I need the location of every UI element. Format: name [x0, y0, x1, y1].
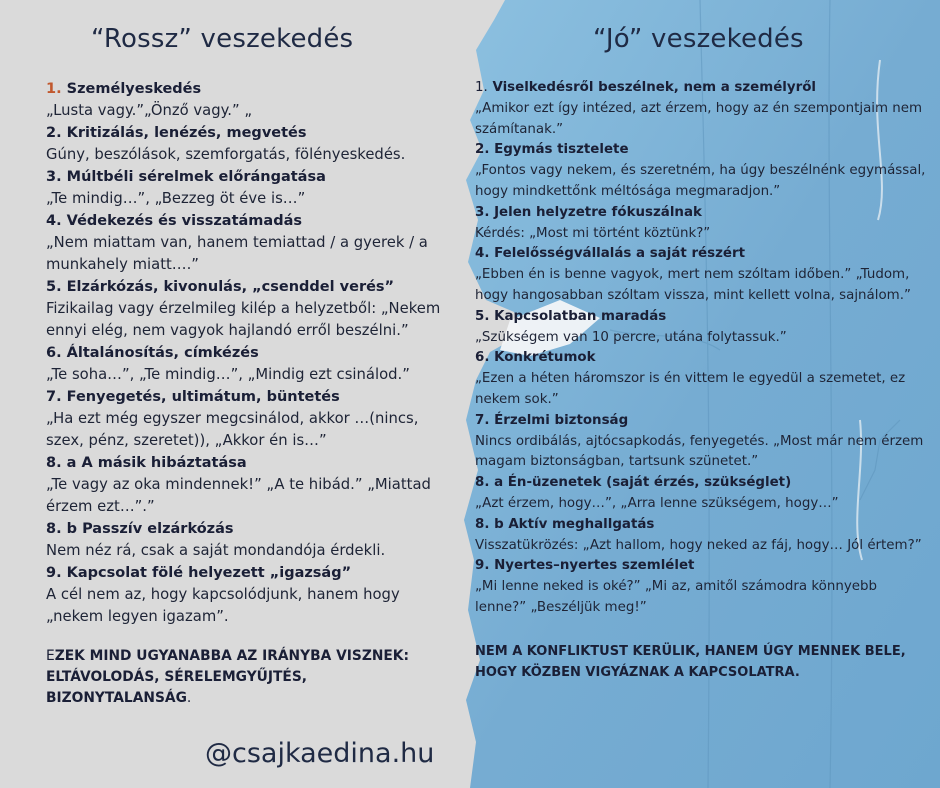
list-item — [475, 78, 930, 140]
item-title: 9. Nyertes–nyertes szemlélet — [475, 558, 695, 574]
list-item — [475, 515, 930, 557]
item-body: „Te mindig…”, „Bezzeg öt éve is…” — [46, 190, 306, 207]
item-body: A cél nem az, hogy kapcsolódjunk, hanem hogy „nekem legyen igazam”. — [46, 586, 400, 625]
item-body: „Azt érzem, hogy…”, „Arra lenne szükségem, hogy…” — [475, 495, 839, 511]
list-item — [46, 276, 454, 342]
list-item — [475, 307, 930, 349]
list-item — [475, 348, 930, 410]
left-closing-statement: EZEK MIND UGYANABBA AZ IRÁNYBA VISZNEK: ELTÁVOLODÁS, SÉRELEMGYŰJTÉS, BIZONYTALANSÁG. — [46, 648, 410, 706]
item-body: „Ezen a héten háromszor is én vittem le egyedül a szemetet, ez nekem sok.” — [475, 371, 906, 407]
item-body: Kérdés: „Most mi történt köztünk?” — [475, 225, 711, 241]
right-heading: “Jó” veszekedés — [593, 24, 804, 54]
list-item — [46, 518, 454, 562]
item-body: „Mi lenne neked is oké?” „Mi az, amitől számodra könnyebb lenne?” „Beszéljük meg!” — [475, 579, 877, 615]
list-item — [475, 140, 930, 202]
item-title: 8. a Én-üzenetek (saját érzés, szükséglet) — [475, 475, 792, 491]
list-item — [475, 411, 930, 473]
item-body: Nincs ordibálás, ajtócsapkodás, fenyegetés. „Most már nem érzem magam biztonságban, tartsunk szünetet.” — [475, 433, 924, 470]
item-title: 1. Viselkedésről beszélnek, nem a személyről — [475, 80, 817, 95]
item-body: „Lusta vagy.”„Önző vagy.” „ — [46, 102, 253, 119]
list-item — [46, 342, 454, 386]
item-body: „Te soha…”, „Te mindig…”, „Mindig ezt csinálod.” — [46, 366, 410, 383]
item-body: Gúny, beszólások, szemforgatás, fölényeskedés. — [46, 146, 406, 163]
list-item — [46, 122, 454, 166]
list-item — [475, 473, 930, 515]
list-item — [46, 78, 454, 122]
list-item — [475, 556, 930, 618]
item-title: 1. Személyeskedés — [46, 81, 202, 97]
item-title: 2. Egymás tisztelete — [475, 142, 629, 158]
item-body: „Ebben én is benne vagyok, mert nem szóltam időben.” „Tudom, hogy hangosabban szóltam vissza, mint kellett volna, sajnálom.” — [475, 267, 911, 303]
item-body: „Nem miattam van, hanem temiattad / a gyerek / a munkahely miatt….” — [46, 234, 428, 273]
item-title: 5. Kapcsolatban maradás — [475, 308, 667, 324]
item-body: Fizikailag vagy érzelmileg kilép a helyzetből: „Nekem ennyi elég, nem vagyok hajlandó erről beszélni.” — [46, 300, 441, 339]
item-body: Nem néz rá, csak a saját mondandója érdekli. — [46, 542, 386, 559]
website-handle: @csajkaedina.hu — [205, 738, 435, 769]
good-fighting-list — [475, 78, 930, 683]
item-title: 3. Jelen helyzetre fókuszálnak — [475, 204, 702, 220]
list-item — [475, 244, 930, 306]
list-item — [46, 562, 454, 628]
left-heading: “Rossz” veszekedés — [91, 24, 354, 54]
item-title: 8. b Aktív meghallgatás — [475, 516, 655, 532]
item-title: 7. Érzelmi biztonság — [475, 412, 629, 428]
item-title: 8. b Passzív elzárkózás — [46, 521, 234, 537]
list-item — [46, 166, 454, 210]
item-body: „Fontos vagy nekem, és szeretném, ha úgy beszélnénk egymással, hogy mindkettőnk méltósága megmaradjon.” — [475, 163, 926, 199]
list-item — [46, 210, 454, 276]
item-title: 4. Felelősségvállalás a saját részért — [475, 246, 745, 262]
item-title: 3. Múltbéli sérelmek előrángatása — [46, 169, 326, 185]
item-title: 6. Konkrétumok — [475, 350, 596, 366]
list-item — [46, 452, 454, 518]
item-title: 5. Elzárkózás, kivonulás, „csenddel verés” — [46, 279, 395, 295]
item-title: 7. Fenyegetés, ultimátum, büntetés — [46, 389, 340, 405]
right-closing-statement: NEM A KONFLIKTUST KERÜLIK, HANEM ÚGY MENNEK BELE, HOGY KÖZBEN VIGYÁZNAK A KAPCSOLATRA. — [475, 643, 906, 680]
item-body: „Amikor ezt így intézed, azt érzem, hogy az én szempontjaim nem számítanak.” — [475, 100, 923, 137]
item-title: 4. Védekezés és visszatámadás — [46, 213, 302, 229]
list-item — [46, 386, 454, 452]
list-item — [475, 203, 930, 245]
item-title: 2. Kritizálás, lenézés, megvetés — [46, 125, 307, 141]
item-title: 8. a A másik hibáztatása — [46, 455, 247, 471]
item-body: „Ha ezt még egyszer megcsinálod, akkor …(nincs, szex, pénz, szeretet)), „Akkor én is…” — [46, 410, 419, 449]
item-title: 6. Általánosítás, címkézés — [46, 345, 259, 361]
item-body: „Te vagy az oka mindennek!” „A te hibád.” „Miattad érzem ezt…”.” — [46, 476, 431, 515]
item-title: 9. Kapcsolat fölé helyezett „igazság” — [46, 565, 352, 581]
item-body: „Szükségem van 10 percre, utána folytassuk.” — [475, 329, 787, 345]
item-body: Visszatükrözés: „Azt hallom, hogy neked az fáj, hogy… Jól értem?” — [475, 537, 922, 553]
bad-fighting-list — [46, 78, 454, 709]
